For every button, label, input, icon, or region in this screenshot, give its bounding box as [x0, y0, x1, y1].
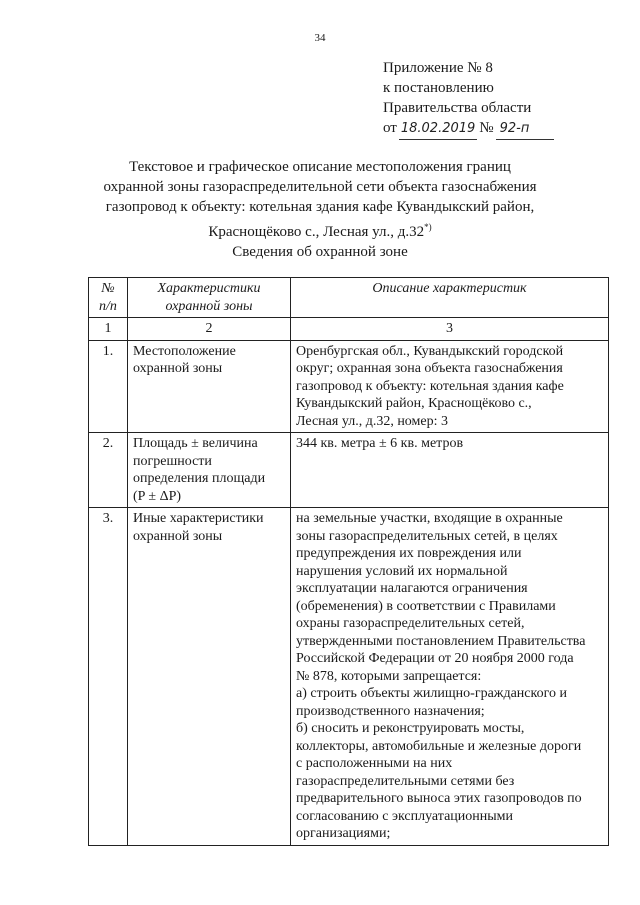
header-char-line: охранной зоны	[165, 298, 253, 314]
zone-info-table	[88, 277, 609, 846]
cell-line: газопровод к объекту: котельная здания кафе	[296, 378, 564, 394]
cell-line: нарушения условий их нормальной	[296, 563, 508, 579]
cell-line: Оренбургская обл., Кувандыкский городской	[296, 343, 564, 359]
appendix-number: Приложение № 8	[383, 60, 493, 76]
cell-line: организациями;	[296, 826, 391, 841]
cell-line: утвержденными постановлением Правительства	[296, 633, 586, 649]
cell-line: 344 кв. метра ± 6 кв. метров	[296, 436, 464, 451]
cell-line: а) строить объекты жилищно-гражданского и	[296, 686, 567, 701]
date-prefix: от	[383, 120, 397, 136]
cell-line: Лесная ул., д.32, номер: 3	[296, 413, 449, 429]
column-index: 1	[89, 318, 128, 341]
section-title: Сведения об охранной зоне	[232, 244, 408, 260]
cell-line: предварительного выноса этих газопроводов по	[296, 791, 582, 806]
handwritten-date: 18.02.2019	[399, 119, 477, 140]
cell-line: Иные характеристики	[133, 511, 264, 526]
appendix-date-line	[383, 118, 554, 140]
cell-line: Местоположение	[133, 343, 236, 359]
cell-line: охранной зоны	[133, 528, 223, 544]
cell-line: охраны газораспределительных сетей,	[296, 616, 525, 631]
title-line: газопровод к объекту: котельная здания кафе Кувандыкский район,	[105, 199, 535, 215]
appendix-government: Правительства области	[383, 100, 532, 116]
title-line: Текстовое и графическое описание местоположения границ	[129, 159, 511, 175]
row-characteristic	[128, 508, 291, 846]
appendix-block	[383, 58, 554, 140]
header-description: Описание характеристик	[291, 278, 609, 318]
cell-line: определения площади	[133, 471, 266, 486]
row-number: 2.	[89, 433, 128, 508]
table-row	[89, 508, 609, 846]
row-characteristic	[128, 340, 291, 433]
row-description	[291, 340, 609, 433]
table-header-row	[89, 278, 609, 318]
table-row	[89, 433, 609, 508]
cell-line: (P ± ΔP)	[133, 488, 182, 504]
column-index-row	[89, 318, 609, 341]
row-description	[291, 433, 609, 508]
header-num-label: п/п	[99, 298, 117, 314]
document-title	[90, 157, 550, 242]
cell-line: (обременения) в соответствии с Правилами	[296, 598, 556, 614]
title-line	[90, 217, 550, 242]
cell-line: коллекторы, автомобильные и железные дороги	[296, 738, 582, 754]
cell-line: б) сносить и реконструировать мосты,	[296, 721, 525, 736]
row-description	[291, 508, 609, 846]
cell-line: № 878, которыми запрещается:	[296, 668, 482, 684]
page-number: 34	[314, 32, 326, 44]
column-index: 2	[128, 318, 291, 341]
handwritten-number: 92-п	[496, 119, 554, 140]
cell-line: с расположенными на них	[296, 756, 453, 771]
header-char-line: Характеристики	[157, 281, 261, 296]
row-number: 1.	[89, 340, 128, 433]
cell-line: предупреждения их повреждения или	[296, 546, 522, 561]
cell-line: на земельные участки, входящие в охранные	[296, 511, 563, 526]
appendix-resolution: к постановлению	[383, 80, 494, 96]
cell-line: зоны газораспределительных сетей, в целях	[296, 528, 558, 544]
title-address: Краснощёково с., Лесная ул., д.32	[208, 224, 425, 240]
number-prefix: №	[479, 120, 494, 136]
column-index: 3	[291, 318, 609, 341]
cell-line: охранной зоны	[133, 361, 223, 376]
cell-line: газораспределительными сетями без	[296, 773, 515, 789]
header-num	[89, 278, 128, 318]
cell-line: погрешности	[133, 453, 212, 469]
cell-line: Кувандыкский район, Краснощёково с.,	[296, 396, 532, 411]
cell-line: округ; охранная зона объекта газоснабжения	[296, 361, 563, 376]
table-row	[89, 340, 609, 433]
cell-line: производственного назначения;	[296, 703, 485, 719]
header-characteristics	[128, 278, 291, 318]
footnote-mark: *)	[424, 222, 432, 232]
row-number: 3.	[89, 508, 128, 846]
header-num-symbol: №	[101, 281, 115, 296]
row-characteristic	[128, 433, 291, 508]
cell-line: согласованию с эксплуатационными	[296, 808, 514, 824]
cell-line: эксплуатации налагаются ограничения	[296, 581, 528, 596]
cell-line: Российской Федерации от 20 ноября 2000 года	[296, 651, 574, 666]
cell-line: Площадь ± величина	[133, 436, 258, 451]
title-line: охранной зоны газораспределительной сети объекта газоснабжения	[103, 179, 537, 195]
